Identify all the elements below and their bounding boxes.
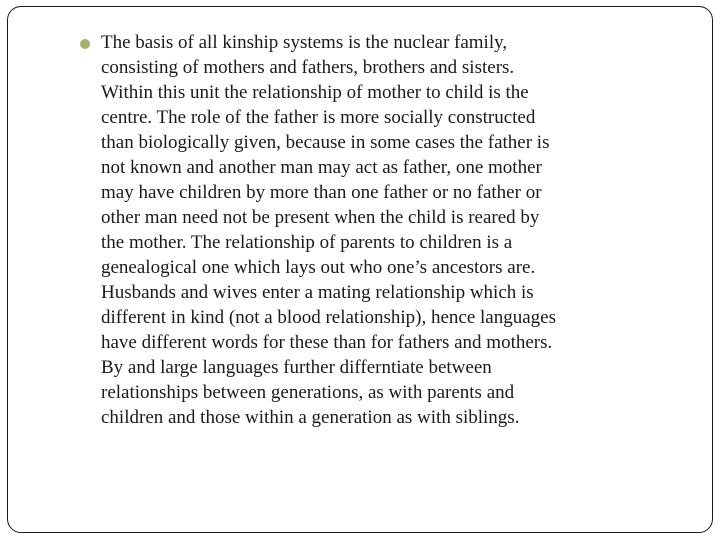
text-line: Husbands and wives enter a mating relationship which is: [101, 282, 534, 303]
text-line: The basis of all kinship systems is the nuclear family,: [101, 32, 508, 53]
text-line: consisting of mothers and fathers, brothers and sisters.: [101, 57, 515, 78]
text-line: than biologically given, because in some cases the father is: [101, 132, 550, 153]
text-line: By and large languages further differntiate between: [101, 357, 492, 378]
text-line: children and those within a generation as with siblings.: [101, 407, 520, 428]
bullet-icon: [80, 39, 90, 49]
slide-content: [80, 30, 680, 430]
text-line: not known and another man may act as father, one mother: [101, 157, 542, 178]
bullet-text: [101, 30, 680, 430]
text-line: Within this unit the relationship of mother to child is the: [101, 82, 529, 103]
text-line: centre. The role of the father is more socially constructed: [101, 107, 536, 128]
text-line: have different words for these than for fathers and mothers.: [101, 332, 553, 353]
text-line: other man need not be present when the child is reared by: [101, 207, 540, 228]
text-line: may have children by more than one father or no father or: [101, 182, 542, 203]
text-line: genealogical one which lays out who one’s ancestors are.: [101, 257, 536, 278]
text-line: different in kind (not a blood relationship), hence languages: [101, 307, 556, 328]
text-line: the mother. The relationship of parents to children is a: [101, 232, 513, 253]
text-line: relationships between generations, as with parents and: [101, 382, 515, 403]
bullet-item: [80, 30, 680, 430]
